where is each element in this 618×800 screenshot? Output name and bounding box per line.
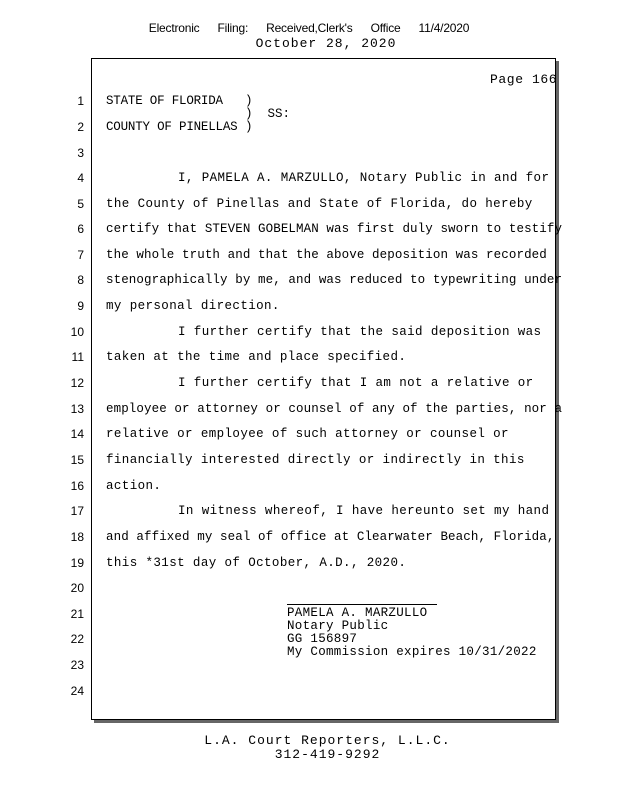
line-number: 11 <box>71 350 84 364</box>
filing-word-office: Office <box>370 21 401 35</box>
transcript-line-16: action. <box>106 479 162 493</box>
transcript-line-8: stenographically by me, and was reduced to typewriting under <box>106 273 563 287</box>
line-number: 6 <box>77 222 84 236</box>
caption-ss: ) SS: <box>245 107 291 121</box>
line-number: 20 <box>70 581 84 595</box>
line-number: 8 <box>77 273 84 287</box>
line-number: 14 <box>70 427 84 441</box>
line-number: 15 <box>70 453 84 467</box>
transcript-line-9: my personal direction. <box>106 299 280 313</box>
line-number: 2 <box>77 120 84 134</box>
line-number: 1 <box>77 94 84 108</box>
line-number: 21 <box>70 607 84 621</box>
caption-county: COUNTY OF PINELLAS <box>106 120 238 134</box>
transcript-line-11: taken at the time and place specified. <box>106 350 407 364</box>
filing-word-received: Received,Clerk's <box>266 21 353 35</box>
transcript-line-17: In witness whereof, I have hereunto set my hand <box>178 504 550 518</box>
line-number: 18 <box>70 530 84 544</box>
page-number: Page 166 <box>490 72 558 87</box>
line-number: 10 <box>70 325 84 339</box>
signature-line <box>287 604 437 605</box>
line-number: 19 <box>70 556 84 570</box>
transcript-line-18: and affixed my seal of office at Clearwater Beach, Florida, <box>106 530 555 544</box>
line-number: 24 <box>70 684 84 698</box>
line-number: 12 <box>70 376 84 390</box>
line-number: 23 <box>70 658 84 672</box>
notary-title: Notary Public <box>287 619 389 633</box>
line-number: 16 <box>70 479 84 493</box>
line-number: 22 <box>70 632 84 646</box>
transcript-line-6: certify that STEVEN GOBELMAN was first duly sworn to testify <box>106 222 563 236</box>
filing-word-filing: Filing: <box>217 21 249 35</box>
deposition-date: October 28, 2020 <box>255 36 397 51</box>
line-number: 9 <box>77 299 84 313</box>
transcript-line-19: this *31st day of October, A.D., 2020. <box>106 556 407 570</box>
line-number: 3 <box>77 146 84 160</box>
line-number: 7 <box>77 248 84 262</box>
transcript-line-14: relative or employee of such attorney or counsel or <box>106 427 509 441</box>
transcript-line-4: I, PAMELA A. MARZULLO, Notary Public in and for <box>178 171 550 185</box>
reporter-phone: 312-419-9292 <box>274 747 381 762</box>
notary-name: PAMELA A. MARZULLO <box>287 606 428 620</box>
transcript-line-7: the whole truth and that the above deposition was recorded <box>106 248 547 262</box>
line-number: 13 <box>70 402 84 416</box>
transcript-line-5: the County of Pinellas and State of Florida, do hereby <box>106 197 533 211</box>
transcript-line-13: employee or attorney or counsel of any of the parties, nor a <box>106 402 563 416</box>
line-number: 5 <box>77 197 84 211</box>
caption-state: STATE OF FLORIDA <box>106 94 223 108</box>
reporter-company: L.A. Court Reporters, L.L.C. <box>204 733 451 748</box>
transcript-line-12: I further certify that I am not a relative or <box>178 376 534 390</box>
notary-expires: My Commission expires 10/31/2022 <box>287 645 537 659</box>
caption-bracket: ) <box>245 120 253 134</box>
transcript-line-15: financially interested directly or indirectly in this <box>106 453 525 467</box>
line-number: 4 <box>77 171 84 185</box>
filing-date: 11/4/2020 <box>418 21 470 35</box>
transcript-line-10: I further certify that the said deposition was <box>178 325 542 339</box>
filing-word-electronic: Electronic <box>148 21 200 35</box>
notary-number: GG 156897 <box>287 632 358 646</box>
caption-bracket: ) <box>245 94 253 108</box>
e-filing-stamp <box>0 21 618 35</box>
line-number: 17 <box>70 504 84 518</box>
